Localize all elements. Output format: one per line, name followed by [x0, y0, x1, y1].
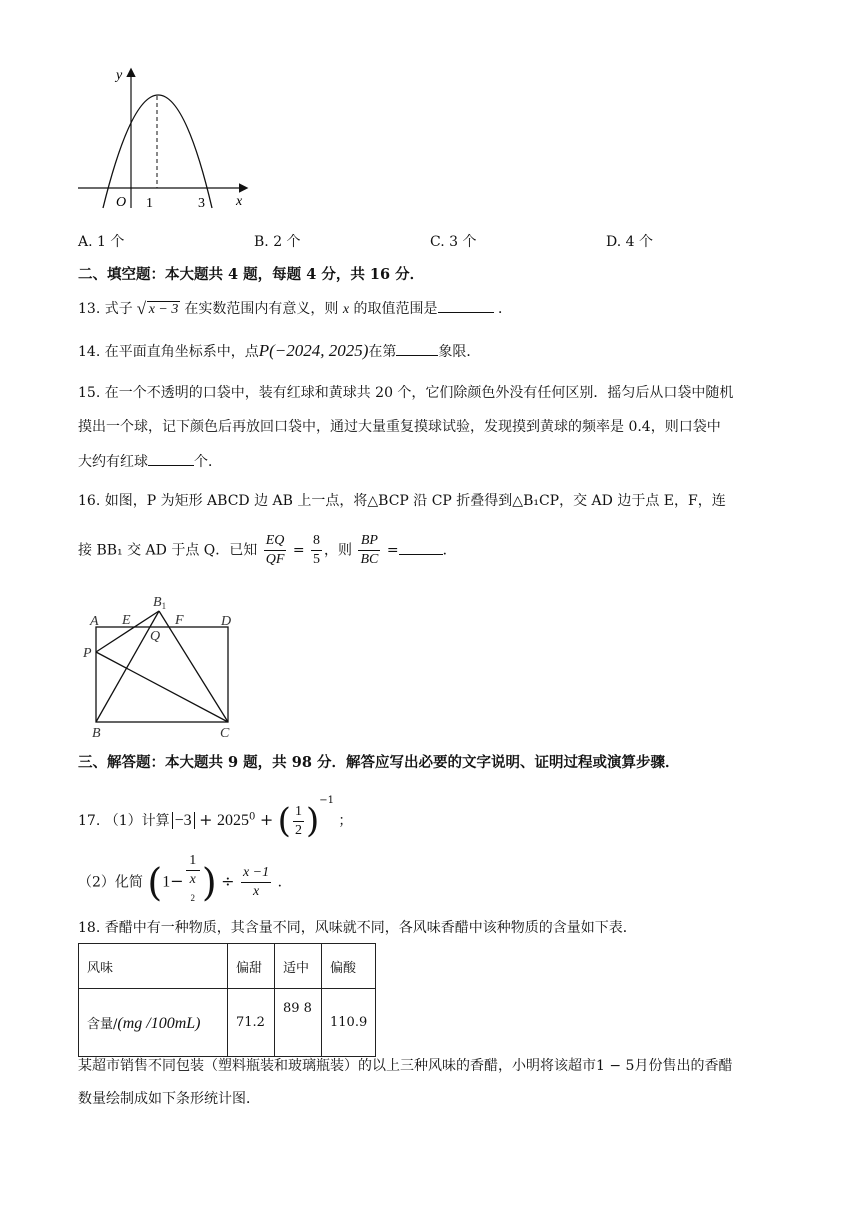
label-b1-main: B — [153, 595, 162, 610]
q15-line-3 — [78, 451, 222, 471]
q17-exponent-neg1: −1 — [319, 795, 334, 806]
q18-paragraph-line-1: 某超市销售不同包装（塑料瓶装和玻璃瓶装）的以上三种风味的香醋，小明将该超市1 − 5月份售出的香醋 — [78, 1058, 733, 1074]
q17-part2-label: （2）化简 — [78, 874, 143, 891]
label-d: D — [221, 614, 232, 629]
q16-then: ，则 — [324, 542, 353, 559]
table-row-label: 含量/(mg /100mL) — [79, 989, 228, 1057]
q14-pre: 在平面直角坐标系中，点 — [104, 344, 259, 360]
q17-number: 17. — [78, 813, 101, 829]
table-row — [79, 989, 376, 1057]
parabola-graph — [70, 62, 260, 212]
label-b: B — [92, 726, 101, 740]
unit-label: (mg /100mL) — [117, 1014, 201, 1032]
q17-base: 2025 — [216, 812, 249, 829]
option-d: D. 4 个 — [606, 234, 653, 250]
right-paren-2: ) — [201, 860, 217, 905]
sqrt-expression — [136, 299, 181, 318]
q15-line3-pre: 大约有红球 — [78, 454, 148, 470]
q16-answer-blank — [399, 540, 443, 555]
left-paren: ( — [277, 801, 291, 841]
paren-half — [278, 801, 320, 841]
table-header-cell: 偏甜 — [228, 944, 275, 989]
frac3-num: BP — [358, 532, 380, 551]
flavor-content-table — [78, 943, 376, 1057]
q16-end: ． — [442, 542, 457, 559]
q17-plus-1: + — [199, 810, 213, 829]
q18-paragraph-line-2: 数量绘制成如下条形统计图． — [78, 1091, 260, 1107]
inv-den: x $^2$ — [189, 872, 196, 903]
frac2-num: 8 — [311, 532, 322, 551]
label-p: P — [83, 646, 92, 661]
table-cell: 71.2 — [228, 989, 275, 1057]
option-c: C. 3 个 — [430, 234, 477, 250]
right-paren: ) — [305, 801, 320, 841]
q17-divide: ÷ — [221, 871, 235, 891]
frac-den: x — [252, 883, 260, 899]
frac1-den: QF — [265, 552, 285, 567]
q16-line-2 — [78, 532, 457, 569]
label-b1 — [153, 595, 166, 611]
q15-line3-post: 个． — [194, 454, 222, 470]
rectangle-fold-figure — [80, 592, 240, 740]
table-header-cell: 适中 — [275, 944, 322, 989]
left-paren-2: ( — [147, 860, 163, 905]
table-cell: 89 8 — [275, 989, 322, 1057]
fraction-8-5 — [311, 532, 322, 569]
q13-post: 的取值范围是 — [353, 301, 438, 317]
table-header-row — [79, 944, 376, 989]
q13-answer-blank — [438, 298, 494, 313]
label-q: Q — [150, 629, 161, 644]
q13-end: ． — [497, 301, 512, 317]
sqrt-radicand: x − 3 — [148, 302, 179, 317]
tick-label-1: 1 — [146, 196, 153, 211]
q17-part1-label: （1）计算 — [104, 813, 170, 829]
q17-exponent-zero: 0 — [248, 811, 256, 823]
q17-minus: − — [170, 871, 184, 891]
q17-end: ． — [277, 874, 292, 891]
inv-num: 1 — [186, 852, 200, 871]
q14-answer-blank — [396, 341, 438, 356]
frac2-den: 5 — [313, 552, 321, 567]
absolute-value: −3 — [172, 812, 195, 829]
origin-label: O — [116, 195, 127, 210]
q15-answer-blank — [148, 451, 194, 466]
frac-num: x −1 — [241, 864, 271, 883]
q17-semicolon: ； — [338, 813, 353, 829]
frac1-num: EQ — [264, 532, 287, 551]
q13-number: 13. — [78, 301, 101, 317]
paren-expression — [147, 852, 216, 913]
table-header-cell: 偏酸 — [322, 944, 376, 989]
q14-number: 14. — [78, 344, 101, 360]
label-f: F — [175, 613, 184, 628]
q17-one: 1 — [162, 873, 171, 891]
option-a: A. 1 个 — [78, 234, 125, 250]
q13-mid: 在实数范围内有意义，则 — [184, 301, 339, 317]
half-den: 2 — [294, 822, 302, 838]
q16-eq: = — [292, 542, 305, 559]
label-e: E — [122, 613, 131, 628]
table-cell: 110.9 — [322, 989, 376, 1057]
question-14 — [78, 341, 480, 361]
q14-point: P(−2024, 2025) — [258, 341, 369, 360]
half-num: 1 — [293, 803, 304, 822]
label-b1-sub: 1 — [161, 601, 167, 611]
x-axis-label: x — [236, 194, 243, 209]
rectangle-abcd — [96, 627, 228, 722]
section-2-heading: 二、填空题：本大题共 4 题，每题 4 分，共 16 分． — [78, 266, 425, 283]
section-3-heading: 三、解答题：本大题共 9 题，共 98 分．解答应写出必要的文字说明、证明过程或演算步骤． — [78, 754, 680, 771]
q14-mid: 在第 — [368, 344, 397, 360]
q15-line-2: 摸出一个球，记下颜色后再放回口袋中，通过大量重复摸球试验，发现摸到黄球的频率是 0.4，则口袋中 — [78, 419, 721, 435]
question-13 — [78, 298, 512, 318]
q17-plus-2: + — [259, 810, 274, 829]
fraction-x-minus-1-over-x — [241, 864, 271, 901]
sqrt-sign: √ — [136, 299, 147, 318]
option-b: B. 2 个 — [254, 234, 301, 250]
q18-intro: 18. 香醋中有一种物质，其含量不同，风味就不同，各风味香醋中该种物质的含量如下表． — [78, 920, 637, 936]
y-axis-label: y — [116, 68, 123, 83]
segment-b1c — [159, 611, 228, 722]
q13-pre: 式子 — [104, 301, 133, 317]
fraction-one-over-x2 — [186, 852, 200, 913]
q16-line2-pre: 接 BB₁ 交 AD 于点 Q．已知 — [78, 542, 258, 559]
frac3-den: BC — [360, 552, 379, 567]
label-a: A — [90, 614, 99, 629]
q16-eq2: = — [386, 542, 399, 559]
q15-line-1: 15. 在一个不透明的口袋中，装有红球和黄球共 20 个，它们除颜色外没有任何区别．摇匀后从口袋中随机 — [78, 385, 734, 401]
fraction-one-half — [293, 803, 304, 840]
q13-var: x — [342, 302, 350, 317]
fraction-eq-qf — [264, 532, 287, 569]
fraction-bp-bc — [358, 532, 380, 569]
q16-line-1: 16. 如图，P 为矩形 ABCD 边 AB 上一点，将△BCP 沿 CP 折叠得到△B₁CP，交 AD 边于点 E，F，连 — [78, 493, 726, 509]
q17-part-1 — [78, 795, 352, 841]
q14-post: 象限． — [438, 344, 481, 360]
q17-part-2 — [78, 852, 292, 913]
label-c: C — [220, 726, 230, 740]
tick-label-3: 3 — [198, 196, 205, 211]
table-header-cell: 风味 — [79, 944, 228, 989]
